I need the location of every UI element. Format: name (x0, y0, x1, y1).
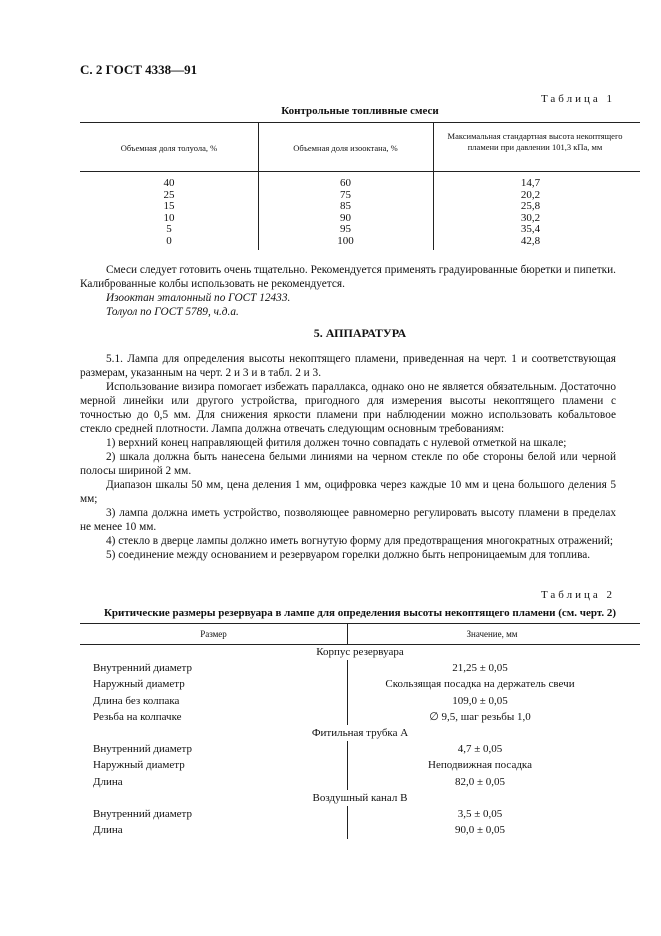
section-paragraph: Использование визира помогает избежать параллакса, однако оно не является обязательным. Достаточно мерной линейки или другого устройства, пригодного для измерения высоты некоптящего пламени с точностью до 0,5 мм. Для снижения яркости пламени при наблюдении можно использовать кобальтовое стекло средней плотности. Лампа должна отвечать следующим основным требованиям: (80, 381, 616, 435)
table-row-label: Внутренний диаметр (93, 662, 192, 674)
table-cell: 35,4 (520, 223, 541, 235)
requirement-item: 2) шкала должна быть нанесена белыми линиями на черном стекле по обе стороны белой или черной полосы шириной 2 мм. (80, 451, 616, 477)
table2-divider-g3 (347, 806, 348, 839)
table-row-label: Наружный диаметр (93, 759, 185, 771)
table-cell: 42,8 (520, 234, 541, 247)
note-isooctane: Изооктан эталонный по ГОСТ 12433. (106, 292, 291, 304)
table1-col-toluene: Объемная доля толуола, % (120, 143, 218, 153)
table2-col-value: Значение, мм (466, 629, 518, 639)
table-cell: 75 (340, 188, 351, 201)
table1-title: Контрольные топливные смеси (281, 105, 439, 117)
table2-group-reservoir: Корпус резервуара (316, 646, 404, 658)
table1-top-rule (80, 122, 640, 123)
table-row-value: Скользящая посадка на держатель свечи (385, 678, 575, 690)
table-cell: 0 (166, 234, 172, 247)
table-row-label: Внутренний диаметр (93, 808, 192, 820)
table1-col-isooctane: Объемная доля изооктана, % (293, 143, 398, 153)
table-cell: 15 (163, 200, 175, 212)
note-toluene: Толуол по ГОСТ 5789, ч.д.а. (106, 306, 239, 318)
requirement-item: 1) верхний конец направляющей фитиля должен точно совпадать с нулевой отметкой на шкале; (106, 437, 567, 449)
table2-group-air-channel: Воздушный канал B (312, 792, 408, 804)
requirement-item: 5) соединение между основанием и резервуаром горелки должно быть непроницаемым для топлива. (106, 549, 591, 561)
table-row-value: 4,7 ± 0,05 (457, 743, 503, 755)
section-body (80, 352, 616, 562)
table-cell: 25 (163, 188, 175, 201)
notes-block (80, 263, 616, 319)
table-cell: 95 (340, 223, 351, 235)
table-row-label: Внутренний диаметр (93, 743, 192, 755)
table-cell: 60 (340, 177, 351, 189)
table-cell: 90 (340, 211, 351, 224)
table2-col-size: Размер (200, 629, 227, 639)
section-title: 5. АППАРАТУРА (313, 326, 407, 340)
table-row-value: 3,5 ± 0,05 (457, 808, 503, 820)
table-cell: 40 (163, 177, 175, 189)
table2-top-rule (80, 623, 640, 624)
table2-divider-g1 (347, 660, 348, 725)
section-paragraph: 5.1. Лампа для определения высоты некоптящего пламени, приведенная на черт. 1 и соответствующая размерам, указанным на черт. 2 и 3 и в табл. 2 и 3. (80, 353, 616, 379)
table1-col3-values (433, 178, 628, 247)
table-cell: 85 (340, 200, 351, 212)
table1-col-flame-height: Максимальная стандартная высота некоптящего пламени при давлении 101,3 кПа, мм (447, 131, 623, 152)
table-row-value: 109,0 ± 0,05 (452, 695, 508, 707)
table2-divider-g2 (347, 741, 348, 790)
table2-title: Критические размеры резервуара в лампе для определения высоты некоптящего пламени (см. черт. 2) (103, 607, 617, 619)
table1-col2-values (258, 178, 433, 247)
table-cell: 10 (163, 211, 175, 224)
table-cell: 20,2 (520, 188, 541, 201)
note-paragraph: Смеси следует готовить очень тщательно. Рекомендуется применять градуированные бюретки и пипетки. Калиброванные колбы использовать не рекомендуется. (80, 264, 616, 290)
table-row-value: 21,25 ± 0,05 (452, 662, 508, 674)
table-cell: 25,8 (520, 200, 541, 212)
table-row-label: Длина (93, 776, 123, 788)
requirement-item: 4) стекло в дверце лампы должно иметь вогнутую форму для предотвращения многократных отражений; (106, 535, 614, 547)
table-row-label: Длина без колпака (93, 695, 180, 707)
requirement-item: 3) лампа должна иметь устройство, позволяющее равномерно регулировать высоту пламени в пределах не менее 10 мм. (80, 507, 616, 533)
page-header: С. 2 ГОСТ 4338—91 (80, 62, 198, 77)
table-cell: 5 (166, 223, 172, 235)
table-row-value: ∅ 9,5, шаг резьбы 1,0 (429, 711, 531, 723)
requirement-item: Диапазон шкалы 50 мм, цена деления 1 мм, оцифровка через каждые 10 мм и цена большого деления 5 мм; (80, 479, 616, 505)
table-row-value: 82,0 ± 0,05 (454, 776, 506, 788)
table-row-value: 90,0 ± 0,05 (454, 824, 506, 836)
table-row-label: Наружный диаметр (93, 678, 185, 690)
table-cell: 100 (337, 234, 354, 247)
table1-header-rule (80, 171, 640, 172)
table1-col1-values (80, 178, 258, 247)
table-cell: 30,2 (520, 211, 541, 224)
table2-group-wick-tube: Фитильная трубка A (311, 727, 409, 739)
table-row-label: Длина (93, 824, 123, 836)
table-row-label: Резьба на колпачке (93, 711, 182, 723)
table1-label: Таблица 1 (540, 93, 615, 105)
table2-label: Таблица 2 (540, 589, 615, 601)
table-cell: 14,7 (520, 177, 541, 189)
table-row-value: Неподвижная посадка (428, 759, 532, 771)
